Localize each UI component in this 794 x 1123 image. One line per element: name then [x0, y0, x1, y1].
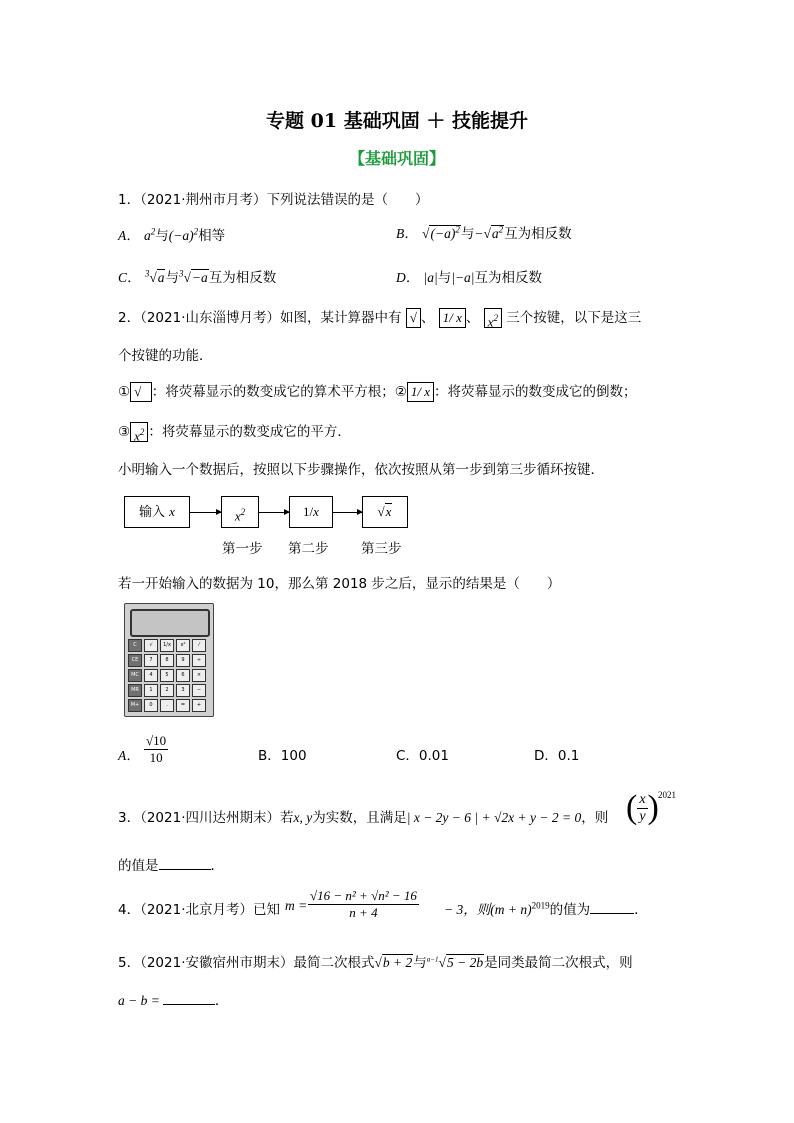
flow-arrow-1: [189, 512, 221, 513]
q3-line1: 3．（2021·四川达州期末）若x, y为实数，且满足| x − 2y − 6 | + √2x + y − 2 = 0，则: [118, 810, 609, 826]
q2-function-line2: ③ $x^2$ ：将荧幕显示的数变成它的平方．: [118, 424, 351, 444]
calculator-key: .: [160, 699, 174, 712]
calculator-key: +: [192, 699, 206, 712]
page-title: 专题 01 基础巩固 ＋ 技能提升: [266, 110, 528, 132]
q1-option-b: B． $√(-a)^2$与$-√a^2$互为相反数: [396, 224, 572, 242]
flow-box-input: 输入 x: [124, 496, 190, 528]
calculator-key: 6: [176, 669, 190, 682]
q1-a-label: A．: [118, 228, 140, 243]
calculator-key: =: [176, 699, 190, 712]
q1-option-d: D． |a|与|−a|互为相反数: [396, 270, 543, 286]
flow-arrow-3: [332, 512, 362, 513]
sqrt-key: √: [406, 308, 421, 328]
q3-line2: 的值是 ．: [118, 858, 224, 874]
q4-tail: − 3，则$(m + n)^{2019}$的值为 ．: [444, 900, 648, 918]
calculator-image: [124, 603, 214, 717]
step-3-label: 第三步: [361, 541, 402, 557]
calculator-key: −: [192, 684, 206, 697]
q2-option-a: A． $\frac{√10}{10}$: [118, 732, 167, 765]
flow-box-reciprocal: 1/x: [289, 496, 333, 528]
calculator-key: √: [144, 639, 158, 652]
q4-fraction: $\frac{\text{√16 − n² + √n² − 16}}{n + 4}$: [310, 888, 417, 920]
calculator-key: 9: [176, 654, 190, 667]
calculator-key: ⁄: [192, 639, 206, 652]
q2-stem-line2: 个按键的功能．: [118, 348, 213, 364]
calculator-screen: [130, 609, 210, 637]
q4-prefix: 4．（2021·北京月考）已知: [118, 902, 280, 918]
calculator-key: ÷: [192, 654, 206, 667]
q5-line2: a − b = ．: [118, 993, 229, 1009]
calculator-key: 3: [176, 684, 190, 697]
q2-option-d: D．0.1: [534, 748, 580, 764]
reciprocal-key: 1/ x: [439, 308, 466, 328]
q3-exponent: 2021: [658, 790, 676, 800]
calculator-key: 8: [160, 654, 174, 667]
calculator-key: 2: [160, 684, 174, 697]
calculator-key: ×: [192, 669, 206, 682]
calculator-key: M+: [128, 699, 142, 712]
sqrt-key-2: √: [130, 382, 152, 402]
calculator-key: 7: [144, 654, 158, 667]
q1-stem: 1．（2021·荆州市月考）下列说法错误的是（ ）: [118, 192, 429, 208]
square-key: $x^2$: [484, 308, 502, 328]
q1-c-label: C．: [118, 270, 141, 285]
flow-box-sqrt: √x: [362, 496, 408, 528]
calculator-key: 1: [144, 684, 158, 697]
calculator-key: MR: [128, 684, 142, 697]
q2-intro: 小明输入一个数据后，按照以下步骤操作，依次按照从第一步到第三步循环按键．: [118, 462, 604, 478]
calculator-key: MC: [128, 669, 142, 682]
square-key-2: $x^2$: [130, 422, 148, 442]
q1-option-c: C． $^3$√a与$^3$√−a互为相反数: [118, 268, 277, 286]
q2-question: 若一开始输入的数据为 10，那么第 2018 步之后，显示的结果是（ ）: [118, 576, 561, 592]
flow-box-square: $x^2$: [221, 496, 259, 528]
q1-a-math: $a^2$: [144, 226, 156, 243]
q1-option-a: A． $a^2$与$(-a)^2$相等: [118, 226, 226, 244]
q1-b-label: B．: [396, 226, 418, 241]
q2-stem-line1: 2．（2021·山东淄博月考）如图，某计算器中有 √ 、 1/ x 、 $x^2$ 三个按键，以下是这三: [118, 310, 642, 330]
calculator-key: C: [128, 639, 142, 652]
q2-option-b: B．100: [258, 748, 307, 764]
q2-function-line1: ① √ ：将荧幕显示的数变成它的算术平方根；② 1/ x ：将荧幕显示的数变成它的倒数；: [118, 384, 637, 400]
calculator-key: 4: [144, 669, 158, 682]
calculator-key: CE: [128, 654, 142, 667]
calculator-key: 1/x: [160, 639, 174, 652]
step-2-label: 第二步: [288, 541, 329, 557]
q4-m: m =: [285, 898, 308, 913]
calculator-key: 5: [160, 669, 174, 682]
step-1-label: 第一步: [222, 541, 263, 557]
q1-d-label: D．: [396, 270, 420, 285]
reciprocal-key-2: 1/ x: [407, 382, 434, 402]
section-heading: 【基础巩固】: [348, 149, 445, 168]
q3-fraction: ( $\frac{x}{y}$ ): [626, 789, 659, 826]
calculator-key: x²: [176, 639, 190, 652]
calculator-key: 0: [144, 699, 158, 712]
q5-line1: 5．（2021·安徽宿州市期末）最简二次根式√b + 2与$^{a-1}$√5 − 2b是同类最简二次根式，则: [118, 955, 633, 971]
q2-option-c: C．0.01: [396, 748, 449, 764]
flow-arrow-2: [258, 512, 289, 513]
